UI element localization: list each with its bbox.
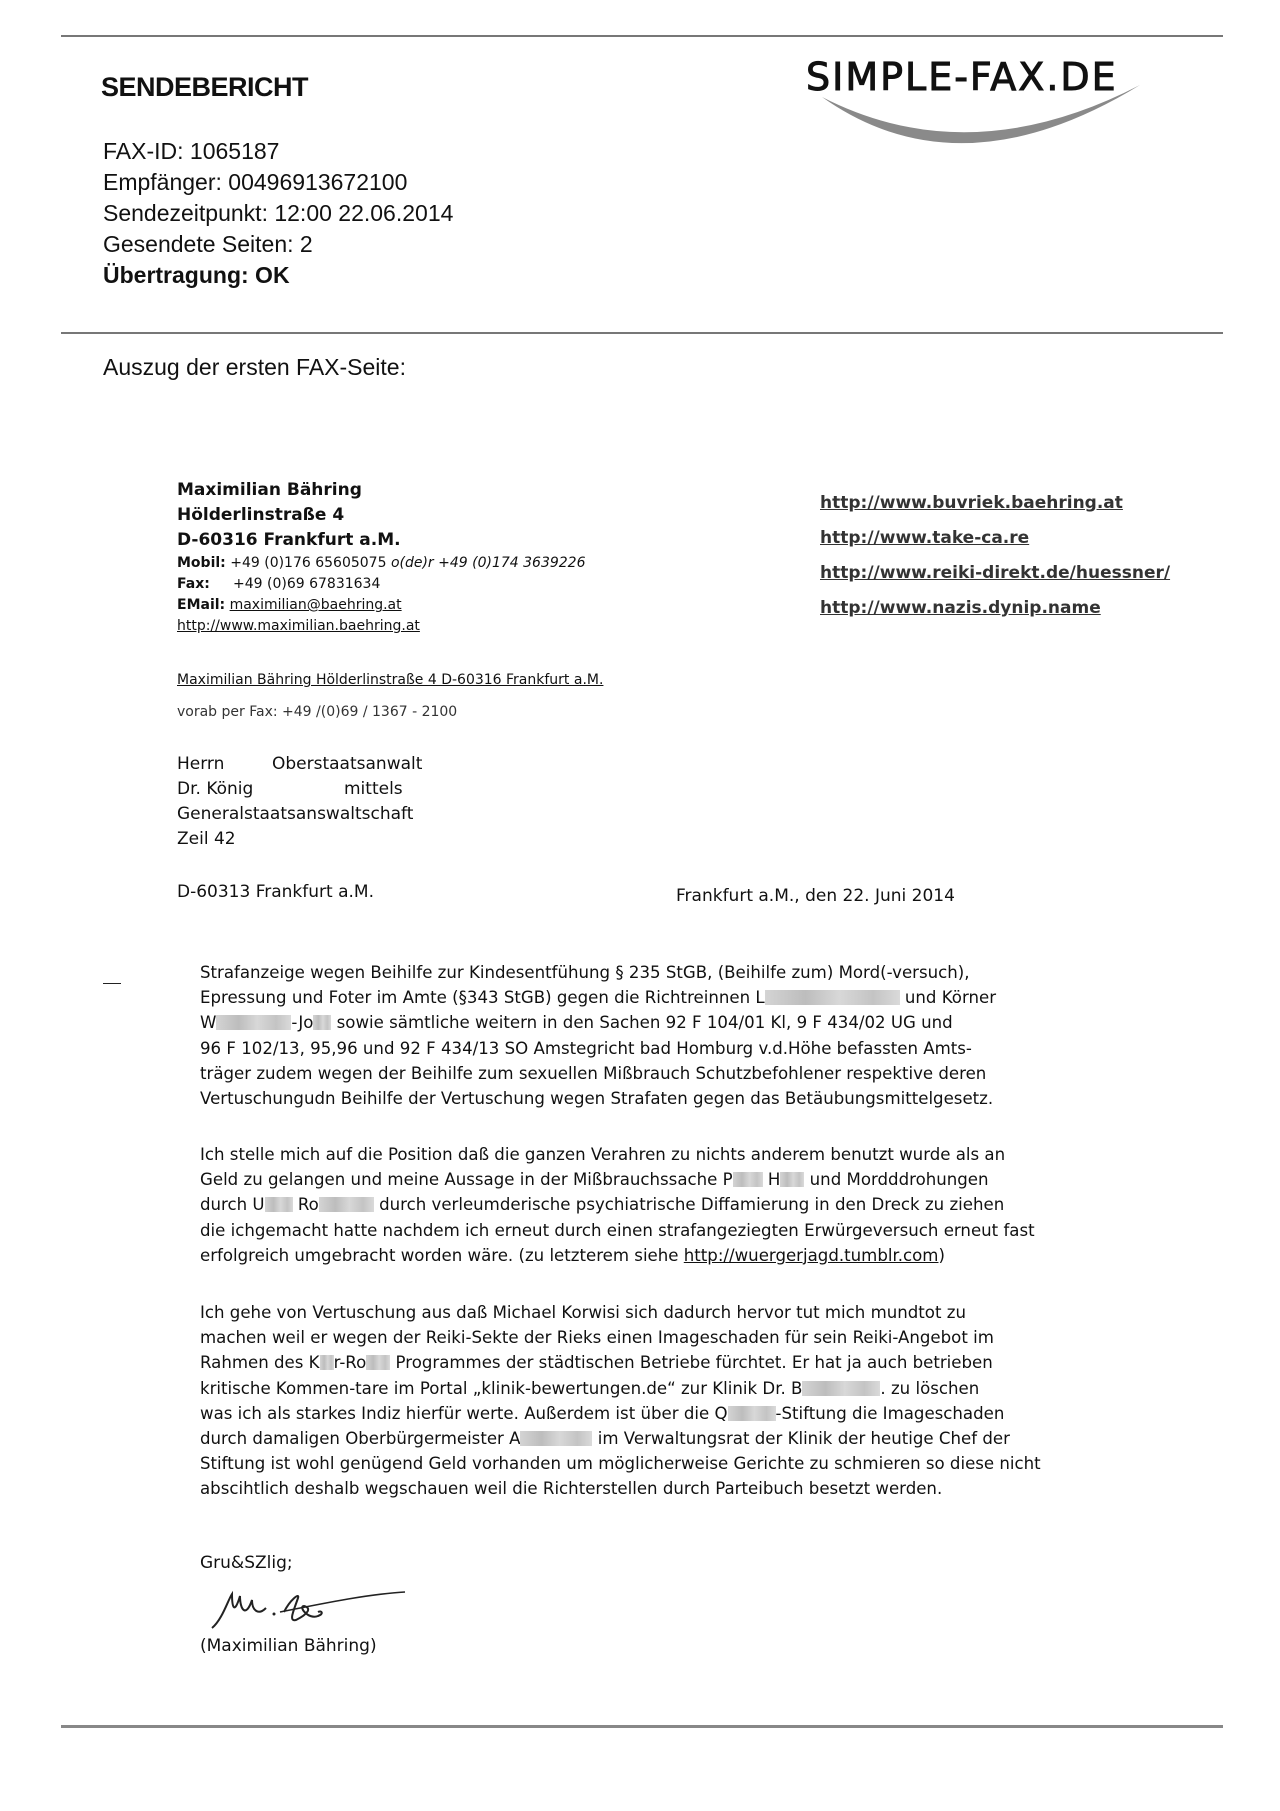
sender-website-link[interactable]: http://www.maximilian.baehring.at [177, 618, 420, 634]
section-divider [61, 332, 1223, 334]
sender-city: D-60316 Frankfurt a.M. [177, 530, 401, 550]
logo-text: SIMPLE-FAX.DE [806, 55, 1118, 99]
redacted-name [802, 1381, 880, 1396]
redacted-name [366, 1355, 390, 1370]
redacted-name [728, 1406, 776, 1421]
recipient-address: Herrn Oberstaatsanwalt Dr. König mittels Generalstaatsanswaltschaft Zeil 42 [177, 754, 423, 849]
paragraph-position: Ich stelle mich auf die Position daß die ganzen Verahren zu nichts anderem benutzt wurde als an Geld zu gelangen und meine Aussage in der Mißbrauchssache P H und Mordddrohungen durch U Ro durch verleumderische psychiatrische Diffamierung in den Dreck zu ziehen die ichgemacht hatte nachdem ich erneut durch einen strafangeziegten Erwürgeversuch erneut fast erfolgreich umgebracht worden wäre. (zu letzterem siehe http://wuergerjagd.tumblr.com) [200, 1145, 1035, 1265]
sender-street: Hölderlinstraße 4 [177, 505, 345, 525]
link-item[interactable]: http://www.buvriek.baehring.at [820, 493, 1123, 513]
transmission-status: Übertragung: OK [103, 262, 290, 288]
redacted-name [313, 1015, 331, 1030]
redacted-name [320, 1355, 334, 1370]
redacted-name [216, 1015, 291, 1030]
fold-mark [103, 983, 121, 984]
wuergerjagd-link[interactable]: http://wuergerjagd.tumblr.com [683, 1245, 939, 1265]
recipient-city: D-60313 Frankfurt a.M. [177, 882, 374, 902]
sender-fax: Fax: +49 (0)69 67831634 [177, 576, 381, 592]
link-list [820, 486, 1170, 626]
report-fields [103, 136, 453, 291]
redacted-name [780, 1172, 804, 1187]
redacted-name [733, 1172, 763, 1187]
paragraph-complaint: Strafanzeige wegen Beihilfe zur Kindesentfühung § 235 StGB, (Beihilfe zum) Mord(-versuch), Epressung und Foter im Amte (§343 StGB) gegen die Richtreinnen L und Körner W -Jo sowie sämtliche weitern in den Sachen 92 F 104/01 Kl, 9 F 434/02 UG und 96 F 102/13, 95,96 und 92 F 434/13 SO Amstegricht bad Homburg v.d.Höhe befassten Amts- träger zudem wegen der Beihilfe zum sexuellen Mißbrauch Schutzbefohlener respektive deren Vertuschungudn Beihilfe der Vertuschung wegen Strafaten gegen das Betäubungsmittelgesetz. [200, 963, 997, 1109]
sender-mobile: Mobil: +49 (0)176 65605075 o(de)r +49 (0)174 3639226 [177, 555, 586, 571]
top-divider [61, 35, 1223, 37]
link-item[interactable]: http://www.reiki-direkt.de/huessner/ [820, 563, 1171, 583]
paragraph-cover-up: Ich gehe von Vertuschung aus daß Michael Korwisi sich dadurch hervor tut mich mundtot zu machen weil er wegen der Reiki-Sekte der Rieks einen Imageschaden für sein Reiki-Angebot im Rahmen des K r-Ro Programmes der städtischen Betriebe fürchtet. Er hat ja auch betrieben kritische Kommen-tare im Portal „klinik-bewertungen.de“ zur Klinik Dr. B . zu löschen was ich als starkes Indiz hierfür werte. Außerdem ist über die Q -Stiftung die Imageschaden durch damaligen Oberbürgermeister A im Verwaltungsrat der Klinik der heutige Chef der Stiftung ist wohl genügend Geld vorhanden um möglicherweise Gerichte zu schmieren so diese nicht abscihtlich deshalb wegschauen weil die Richterstellen durch Parteibuch besetzt werden. [200, 1303, 1041, 1499]
simple-fax-logo [800, 55, 1220, 165]
redacted-name [520, 1431, 592, 1446]
redacted-name [319, 1197, 374, 1212]
fax-id: FAX-ID: 1065187 [103, 138, 280, 164]
date-line: Frankfurt a.M., den 22. Juni 2014 [676, 886, 955, 906]
sender-block [177, 478, 585, 637]
sender-email: EMail: maximilian@baehring.at [177, 597, 402, 613]
closing-greeting: Gru&SZlig; [200, 1553, 293, 1573]
link-item[interactable]: http://www.nazis.dynip.name [820, 598, 1101, 618]
link-item[interactable]: http://www.take-ca.re [820, 528, 1030, 548]
email-link[interactable]: maximilian@baehring.at [229, 597, 402, 613]
sender-name: Maximilian Bähring [177, 480, 362, 500]
return-address: Maximilian Bähring Hölderlinstraße 4 D-60316 Frankfurt a.M. [177, 672, 604, 688]
vorab-fax-line: vorab per Fax: +49 /(0)69 / 1367 - 2100 [177, 704, 458, 720]
send-time: Sendezeitpunkt: 12:00 22.06.2014 [103, 200, 454, 226]
signature-icon [200, 1580, 420, 1640]
pages-sent: Gesendete Seiten: 2 [103, 231, 313, 257]
bottom-divider [61, 1725, 1223, 1728]
signature-name: (Maximilian Bähring) [200, 1636, 377, 1656]
excerpt-label: Auszug der ersten FAX-Seite: [103, 354, 406, 380]
report-title: SENDEBERICHT [101, 72, 309, 102]
redacted-name [265, 1197, 293, 1212]
recipient-number: Empfänger: 00496913672100 [103, 169, 408, 195]
redacted-name [765, 990, 900, 1005]
